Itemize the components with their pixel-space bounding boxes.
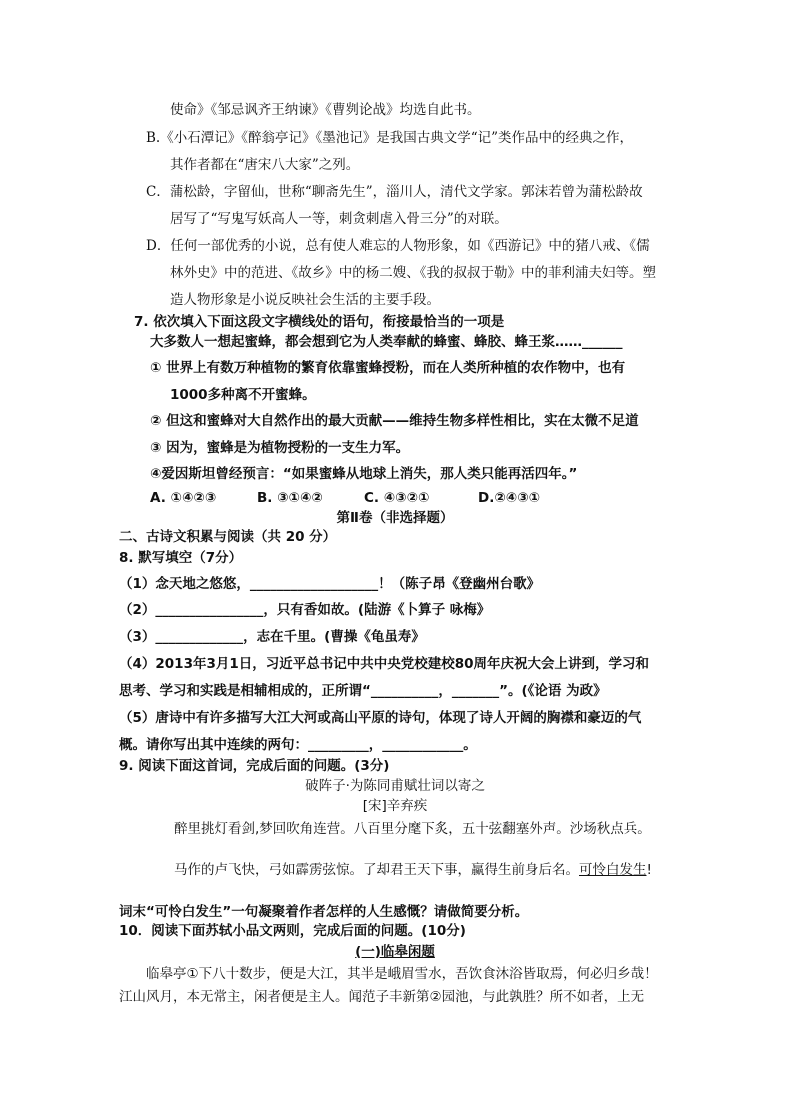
section-2-title: 二、古诗文积累与阅读（共 20 分） <box>119 529 337 545</box>
q8-item-5-line1: （5）唐诗中有许多描写大江大河或高山平原的诗句，体现了诗人开阔的胸襟和豪迈的气 <box>119 710 642 726</box>
q9-question: 词末“可怜白发生”一句凝聚着作者怎样的人生感慨？请做简要分析。 <box>119 904 529 920</box>
q6-option-d-line1: D．任何一部优秀的小说，总有使人难忘的人物形象，如《西游记》中的猪八戒、《儒 <box>146 238 650 254</box>
q8-item-3 <box>119 628 425 646</box>
q7-sentence-1a: ① 世界上有数万种植物的繁育依靠蜜蜂授粉，而在人类所种植的农作物中，也有 <box>150 360 626 376</box>
q6-option-b-line1: B.《小石潭记》《醉翁亭记》《墨池记》是我国古典文学“记”类作品中的经典之作， <box>146 130 634 146</box>
essay-1-title: (一)临皋闲题 <box>355 944 435 960</box>
q7-sentence-1b: 1000多种离不开蜜蜂。 <box>170 387 316 403</box>
q7-passage: 大多数人一想起蜜蜂，都会想到它为人类奉献的蜂蜜、蜂胶、蜂王浆……______ <box>150 334 623 350</box>
poem-line-2-text: 马作的卢飞快，弓如霹雳弦惊。了却君王天下事，赢得生前身后名。 <box>174 862 579 878</box>
poem-author: [宋]辛弃疾 <box>362 798 428 814</box>
essay-1-line-2: 江山风月，本无常主，闲者便是主人。闻范子丰新第②园池，与此孰胜？所不如者，上无 <box>119 989 645 1005</box>
poem-line-2 <box>174 861 652 879</box>
q6-option-b-line2: 其作者都在“唐宋八大家”之列。 <box>170 157 360 173</box>
q8-item-4-line2: 思考、学习和实践是相辅相成的，正所谓“__________，_______”。(《论语 为政》 <box>119 683 607 699</box>
q8-item-1-blank: ___________________ <box>249 576 379 592</box>
q8-item-2-text: （2） <box>119 602 156 618</box>
volume-2-title: 第Ⅱ卷（非选择题） <box>336 510 454 526</box>
q6-option-d-line3: 造人物形象是小说反映社会生活的主要手段。 <box>170 292 440 308</box>
poem-line-2-end: ! <box>646 862 652 878</box>
q8-item-1-text: （1）念天地之悠悠， <box>119 576 250 592</box>
q8-item-3-source: ，志在千里。(曹操《龟虽寿》 <box>243 629 425 645</box>
q7-sentence-3: ③ 因为，蜜蜂是为植物授粉的一支生力军。 <box>150 440 410 456</box>
essay-1-line-1: 临皋亭①下八十数步，便是大江，其半是峨眉雪水，吾饮食沐浴皆取焉，何必归乡哉！ <box>146 966 658 982</box>
q7-sentence-4: ④爱因斯坦曾经预言：“如果蜜蜂从地球上消失，那人类只能再活四年。” <box>150 466 578 482</box>
q6-option-d-line2: 林外史》中的范进、《故乡》中的杨二嫂、《我的叔叔于勒》中的菲利浦夫妇等。塑 <box>170 265 656 281</box>
q8-item-3-text: （3） <box>119 629 156 645</box>
q6-option-c-line2: 居写了“写鬼写妖高人一等，刺贪刺虐入骨三分”的对联。 <box>170 211 508 227</box>
q8-item-5-line2: 概。请你写出其中连续的两句：_________，____________。 <box>119 737 477 753</box>
q7-stem: 7. 依次填入下面这段文字横线处的语句，衔接最恰当的一项是 <box>134 314 505 330</box>
q8-item-2 <box>119 601 490 619</box>
q8-item-2-source: ，只有香如故。(陆游《卜算子 咏梅》 <box>263 602 491 618</box>
poem-underlined-phrase: 可怜白发生 <box>579 862 647 878</box>
poem-line-1: 醉里挑灯看剑,梦回吹角连营。八百里分麾下炙，五十弦翻塞外声。沙场秋点兵。 <box>174 821 651 837</box>
q8-item-2-blank: ________________ <box>155 602 264 618</box>
q8-item-1-source: ！（陈子昂《登幽州台歌》 <box>378 576 541 592</box>
q9-stem: 9. 阅读下面这首词，完成后面的问题。(3分) <box>119 758 390 774</box>
q7-option-c: C. ④③②① <box>364 490 430 506</box>
q6-option-c-line1: C．蒲松龄，字留仙，世称“聊斋先生”，淄川人，清代文学家。郭沫若曾为蒲松龄故 <box>146 184 643 200</box>
q8-item-1 <box>119 575 540 593</box>
q7-option-b: B. ③①④② <box>257 490 323 506</box>
q7-option-a: A. ①④②③ <box>150 490 217 506</box>
q8-item-4-line1: （4）2013年3月1日，习近平总书记中共中央党校建校80周年庆祝大会上讲到，学习和 <box>119 656 650 672</box>
poem-title: 破阵子·为陈同甫赋壮词以寄之 <box>305 778 485 794</box>
q8-item-3-blank: _____________ <box>155 629 244 645</box>
q8-stem: 8. 默写填空（7分） <box>119 550 243 566</box>
q7-sentence-2: ② 但这和蜜蜂对大自然作出的最大贡献——维持生物多样性相比，实在太微不足道 <box>150 413 639 429</box>
q6-option-a-tail: 使命》《邹忌讽齐王纳谏》《曹刿论战》均选自此书。 <box>170 102 481 118</box>
q10-stem: 10．阅读下面苏轼小品文两则，完成后面的问题。(10分) <box>119 923 466 939</box>
q7-option-d: D.②④③① <box>478 490 541 506</box>
